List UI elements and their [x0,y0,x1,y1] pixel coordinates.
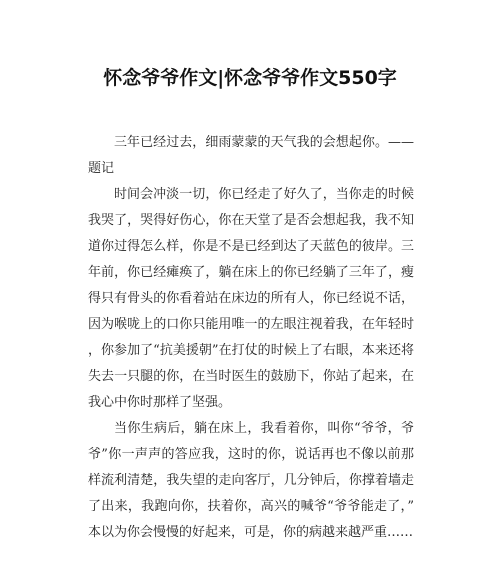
paragraph-epigraph: 三年已经过去，细雨蒙蒙的天气我的会想起你。——题记 [88,135,414,176]
document-body [88,130,414,546]
document-title: 怀念爷爷作文|怀念爷爷作文550字 [103,67,397,89]
paragraph-memory: 时间会冲淡一切，你已经走了好久了，当你走的时候我哭了，哭得好伤心，你在天堂了是否会想起我，我不知道你过得怎么样，你是不是已经到达了天蓝色的彼岸。三年前，你已经瘫痪了，躺在床上的你已经躺了三年了，瘦得只有骨头的你看着站在床边的所有人，你已经说不话，因为喉咙上的口你只能用唯一的左眼注视着我，在年轻时，你参加了“抗美援朝”在打仗的时候上了右眼，本来还将失去一只腿的你，在当时医生的鼓励下，你站了起来，在我心中你时那样了坚强。 [88,187,414,410]
paragraph-illness: 当你生病后，躺在床上，我看着你，叫你“爷爷，爷爷”你一声声的答应我，这时的你，说话再也不像以前那样流利清楚，我失望的走向客厅，几分钟后，你撑着墙走了出来，我跑向你，扶着你，高兴的喊爷“爷爷能走了，”本以为你会慢慢的好起来，可是，你的病越来越严重…… [88,421,414,540]
